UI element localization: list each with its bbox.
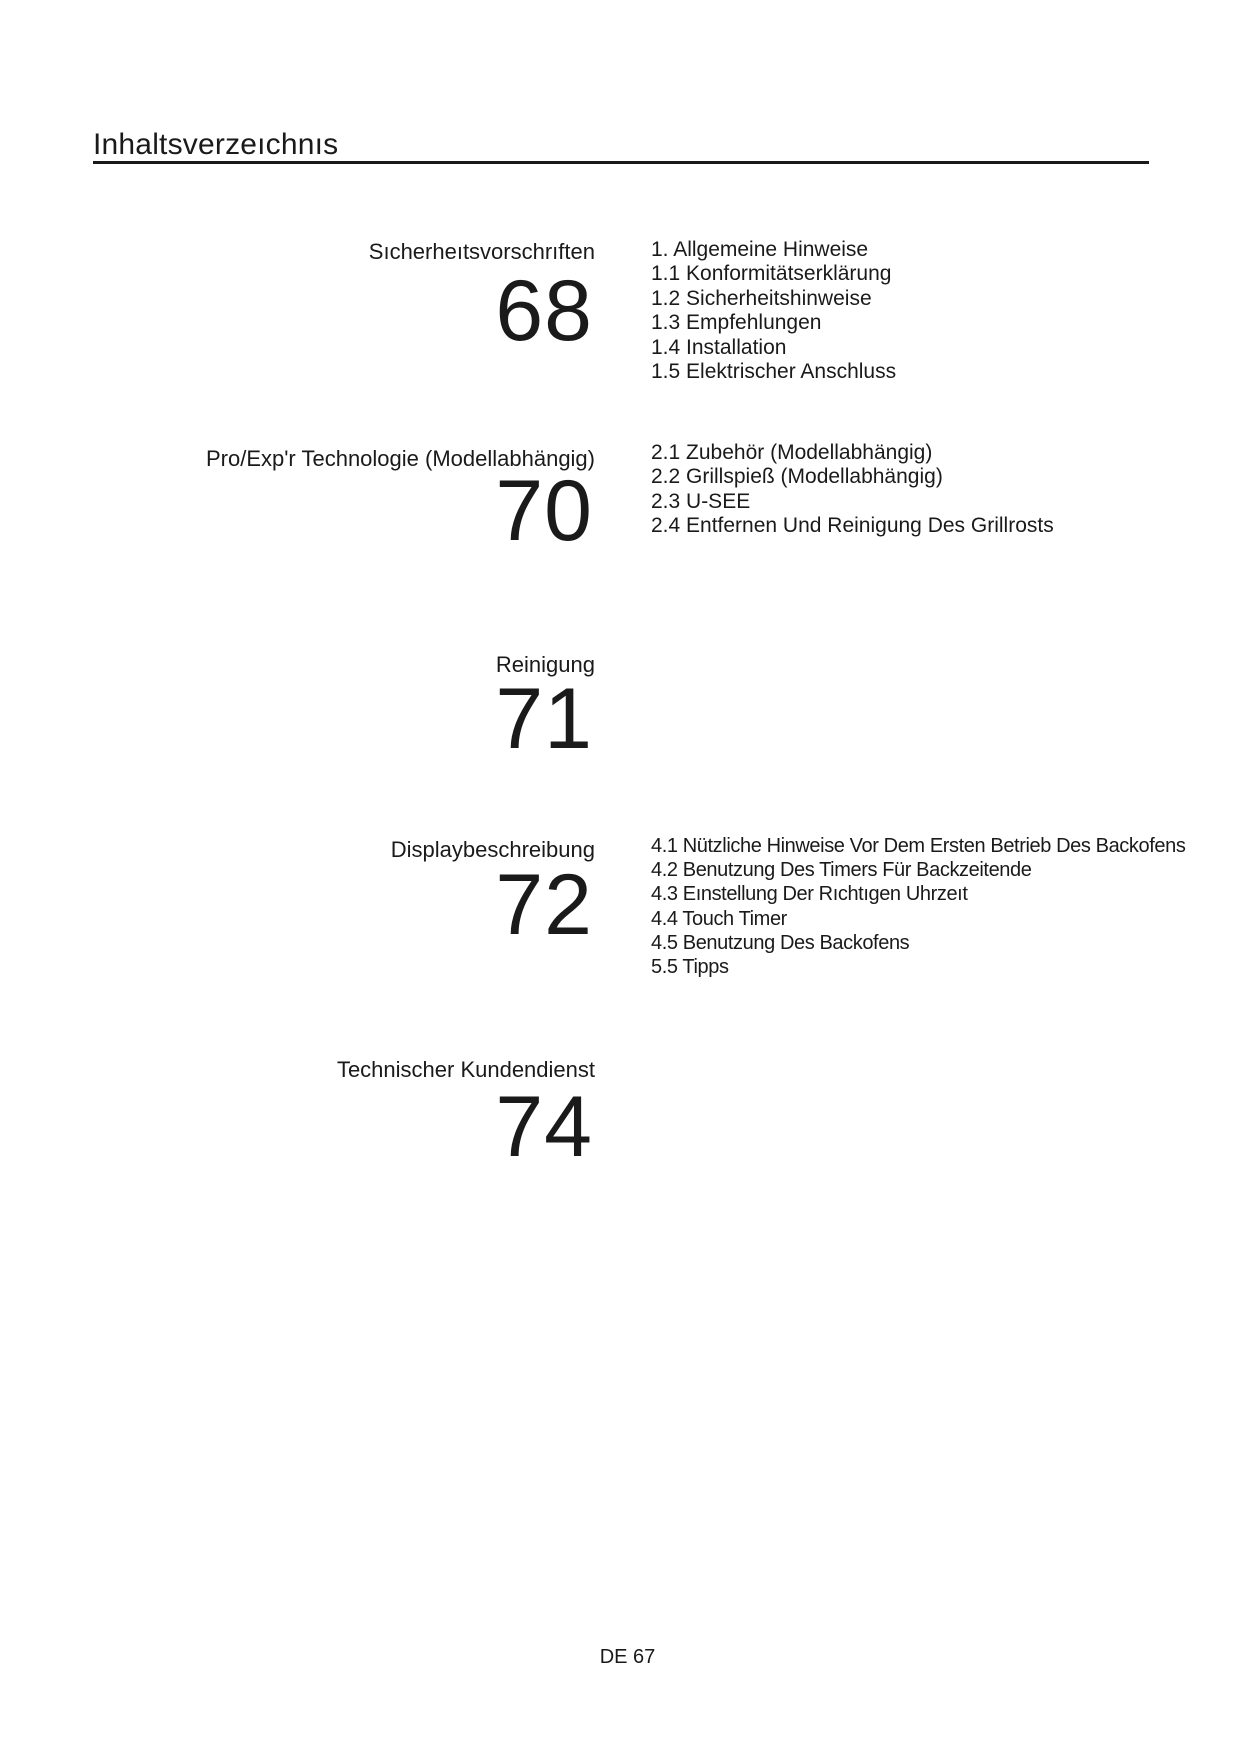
- section-heading[interactable]: Pro/Exp'r Technologie (Modellabhängig): [205, 446, 595, 471]
- list-item[interactable]: 2.3 U-SEE: [651, 489, 751, 513]
- list-item[interactable]: 2.4 Entfernen Und Reinigung Des Grillrosts: [651, 514, 1054, 538]
- section-heading[interactable]: Displaybeschreibung: [390, 837, 595, 862]
- list-item[interactable]: 2.2 Grillspieß (Modellabhängig): [651, 465, 943, 489]
- section-page-number[interactable]: 71: [495, 671, 593, 767]
- section-page-number[interactable]: 72: [495, 857, 593, 953]
- list-item[interactable]: 1.3 Empfehlungen: [651, 311, 822, 335]
- section-page-number[interactable]: 74: [495, 1079, 593, 1175]
- list-item[interactable]: 1.4 Installation: [651, 335, 787, 359]
- list-item[interactable]: 1.5 Elektrischer Anschluss: [651, 360, 897, 384]
- list-item[interactable]: 1. Allgemeine Hinweise: [651, 238, 869, 261]
- list-item[interactable]: 5.5 Tipps: [651, 956, 729, 979]
- subsection-list: [651, 834, 1185, 979]
- list-item[interactable]: 4.2 Benutzung Des Timers Für Backzeitende: [651, 859, 1032, 882]
- list-item[interactable]: 1.1 Konformitätserklärung: [651, 262, 892, 286]
- section-page-number[interactable]: 68: [495, 263, 593, 359]
- list-item[interactable]: 1.2 Sicherheitshinweise: [651, 286, 872, 310]
- footer-page-number: DE 67: [599, 1646, 656, 1668]
- page-title: Inhaltsverzeıchnıs: [93, 128, 339, 161]
- list-item[interactable]: 4.5 Benutzung Des Backofens: [651, 931, 910, 954]
- list-item[interactable]: 2.1 Zubehör (Modellabhängig): [651, 441, 933, 464]
- section-heading[interactable]: Technischer Kundendienst: [336, 1057, 595, 1082]
- subsection-list: [651, 441, 1054, 539]
- list-item[interactable]: 4.4 Touch Timer: [651, 907, 787, 930]
- section-page-number[interactable]: 70: [495, 463, 593, 559]
- list-item[interactable]: 4.1 Nützliche Hinweise Vor Dem Ersten Betrieb Des Backofens: [651, 835, 1186, 857]
- section-heading[interactable]: Reinigung: [495, 652, 595, 677]
- section-heading[interactable]: Sıcherheıtsvorschrıften: [368, 239, 595, 264]
- list-item[interactable]: 4.3 Eınstellung Der Rıchtıgen Uhrzeıt: [651, 883, 968, 906]
- title-underline: [93, 161, 1149, 164]
- subsection-list: [651, 238, 896, 384]
